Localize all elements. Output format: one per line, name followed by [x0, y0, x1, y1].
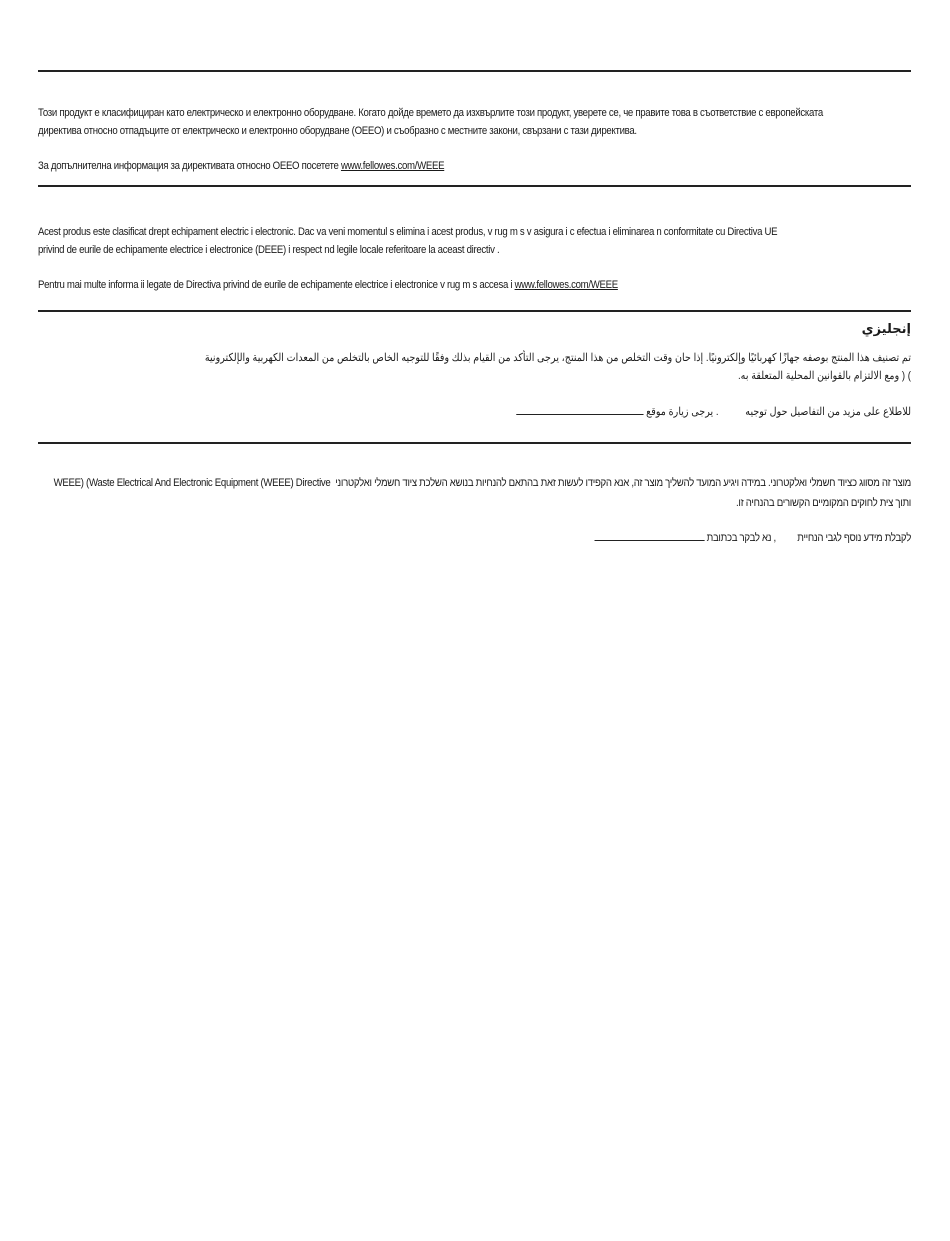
romanian-section: [38, 223, 911, 259]
arabic-info-label-b: . يرجى زيارة موقع: [646, 406, 719, 418]
romanian-paragraph-line1: Acest produs este clasificat drept echipament electric i electronic. Dac va veni momentul s elimina i acest produs, v rug m s v asigura i c efectua i eliminarea n conformitate cu Directiva UE: [38, 226, 778, 238]
hebrew-paragraph-line1: [38, 474, 911, 492]
hebrew-info-text: [38, 528, 911, 547]
hebrew-paragraph-line2: ותוך צית לחוקים המקומיים הקשורים בהנחיה זו.: [736, 497, 911, 509]
arabic-info: [38, 402, 911, 422]
hebrew-directive-name: WEEE) (Waste Electrical And Electronic Equipment (WEEE) Directive: [53, 477, 331, 489]
divider: [38, 310, 911, 312]
bulgarian-weee-link[interactable]: www.fellowes.com/WEEE: [340, 160, 445, 172]
bulgarian-section: [38, 104, 911, 140]
hebrew-info-label-a: לקבלת מידע נוסף לגבי הנחיית: [797, 532, 911, 544]
hebrew-weee-link-blank[interactable]: [594, 528, 704, 541]
romanian-paragraph-line2: privind de eurile de echipamente electrice i electronice (DEEE) i respect nd legile locale referitoare la aceast directiv .: [38, 244, 500, 256]
hebrew-info: [38, 528, 911, 548]
bulgarian-paragraph-line1: Този продукт е класифициран като електрическо и електронно оборудване. Когато дойде времето да изхвърлите този продукт, уверете се, че правите това в съответствие с европейската: [38, 107, 823, 119]
hebrew-info-label-b: , נא לבקר בכתובת: [706, 532, 776, 544]
arabic-paragraph-line2: ) ( ومع الالتزام بالقوانين المحلية المتعلقة به.: [738, 370, 911, 382]
bulgarian-info-text: [38, 157, 911, 175]
hebrew-section: [38, 474, 911, 514]
divider: [38, 185, 911, 187]
arabic-heading: إنجليزي: [861, 322, 911, 337]
arabic-info-text: [38, 402, 911, 421]
arabic-weee-link-blank[interactable]: [516, 402, 643, 415]
document-page: [38, 0, 911, 1241]
arabic-paragraph-line1: تم تصنيف هذا المنتج بوصفه جهازًا كهربائيًا وإلكترونيًا. إذا حان وقت التخلص من هذا المنتج، يرجى التأكد من القيام بذلك وفقًا للتوجيه الخاص بالتخلص من المعدات الكهربية والإلكترونية: [204, 352, 911, 364]
romanian-info: [38, 276, 911, 294]
divider: [38, 70, 911, 72]
bulgarian-info: [38, 157, 911, 175]
bulgarian-info-label: За допълнителна информация за директивата относно ОЕЕО посетете: [38, 160, 341, 172]
romanian-info-label: Pentru mai multe informa ii legate de Directiva privind de eurile de echipamente electrice i electronice v rug m s accesa i: [38, 279, 515, 291]
arabic-info-label-a: للاطلاع على مزيد من التفاصيل حول توجيه: [745, 406, 911, 418]
bulgarian-paragraph-line2: директива относно отпадъците от електрическо и електронно оборудване (ОЕЕО) и съобразно с местните закони, свързани с тази директива.: [38, 125, 637, 137]
hebrew-paragraph-text: מוצר זה מסווג כציוד חשמלי ואלקטרוני. במידה ויגיע המועד להשליך מוצר זה, אנא הקפידו לעשות זאת בהתאם להנחיות בנושא השלכת ציוד חשמלי ואלקטרוני: [335, 477, 911, 489]
arabic-heading-row: [38, 322, 911, 342]
romanian-weee-link[interactable]: www.fellowes.com/WEEE: [514, 279, 618, 291]
divider: [38, 442, 911, 444]
arabic-section: [38, 349, 911, 389]
romanian-info-text: [38, 276, 911, 294]
